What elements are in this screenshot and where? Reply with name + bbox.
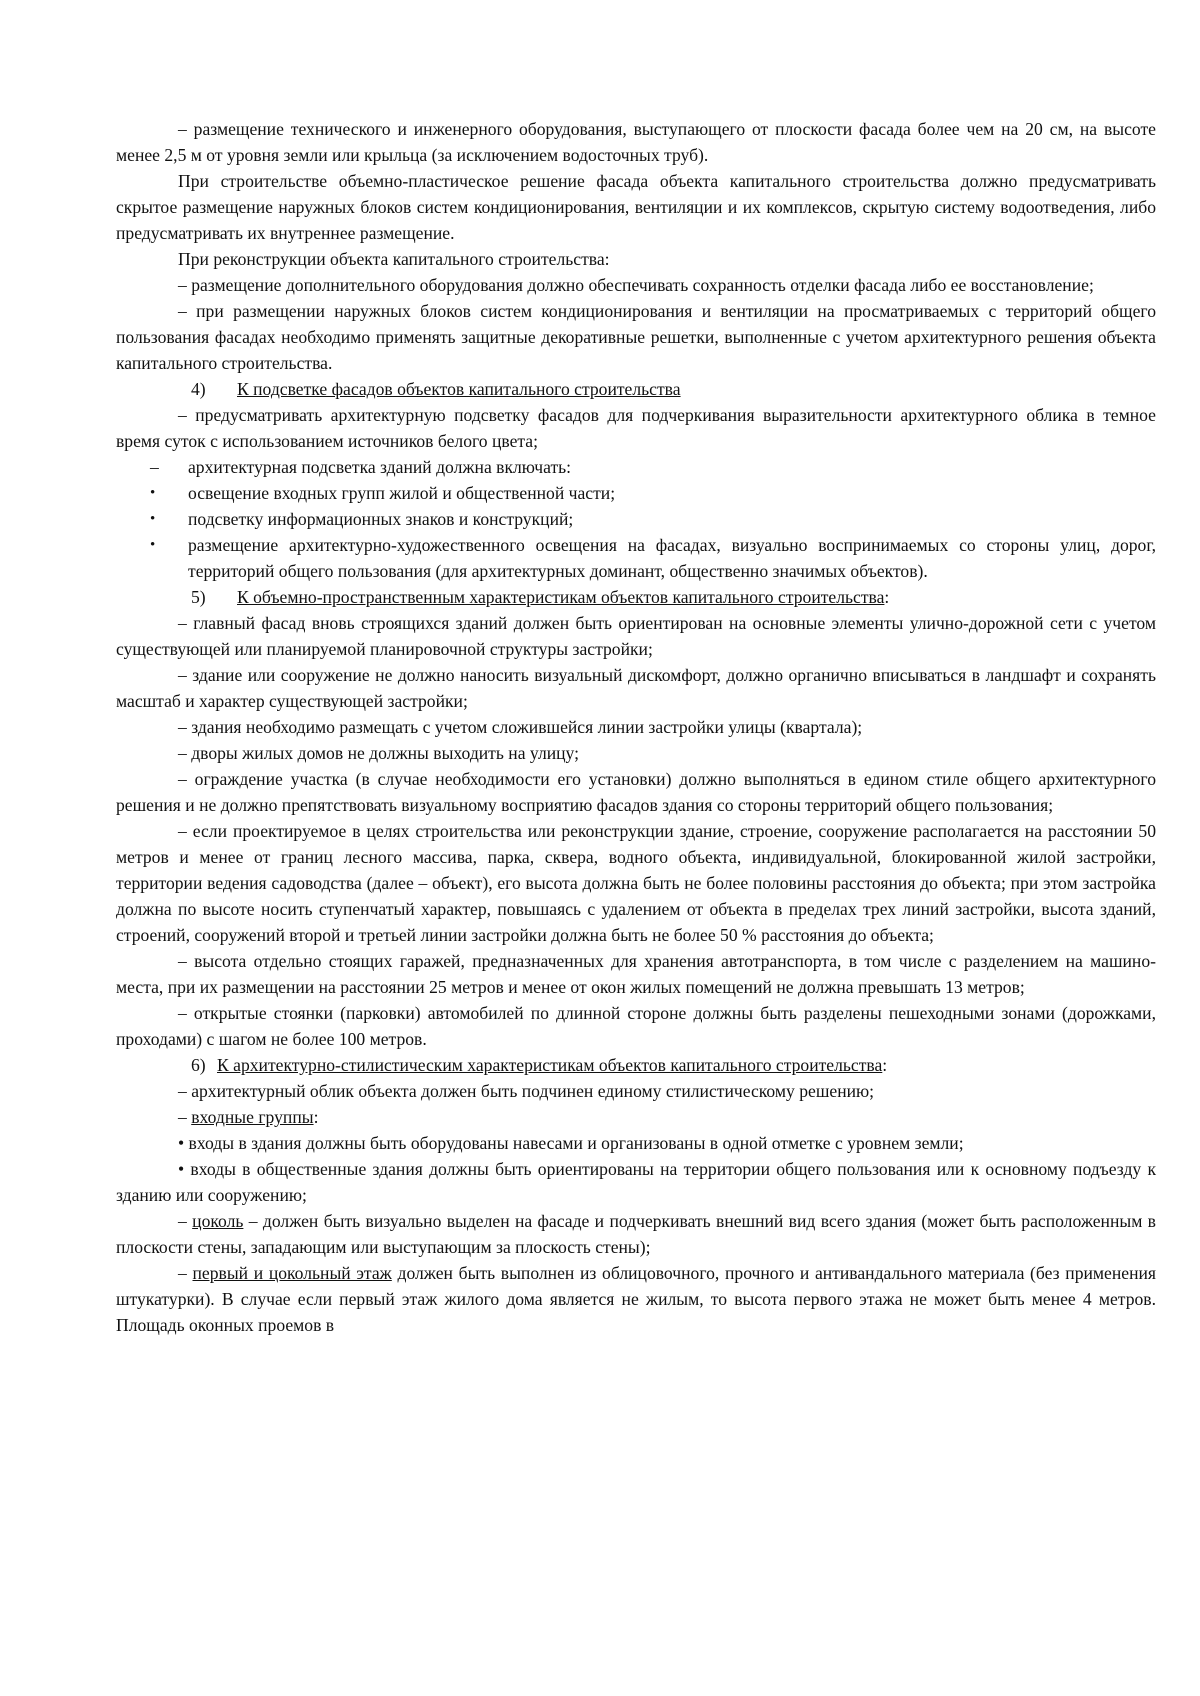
bullet-marker: • xyxy=(150,485,156,501)
paragraph-plinth xyxy=(116,1208,1156,1260)
term-colon: : xyxy=(313,1107,319,1127)
bullet-list-item xyxy=(116,480,1156,506)
paragraph: При реконструкции объекта капитального строительства: xyxy=(178,249,610,269)
list-item-text: архитектурная подсветка зданий должна включать: xyxy=(188,457,572,477)
section-title: К архитектурно-стилистическим характеристикам объектов капитального строительства xyxy=(217,1055,883,1075)
paragraph: – если проектируемое в целях строительства или реконструкции здание, строение, сооружение располагается на расстоянии 50 метров и менее от границ лесного массива, парка, сквера, водного объекта, индивидуальной, блокированной жилой застройки, территории ведения садоводства (далее – объект), его высота должна быть не более половины расстояния до объекта; при этом застройка должна по высоте носить ступенчатый характер, повышаясь с удалением от объекта в пределах трех линий застройки, высота зданий, строений, сооружений второй и третьей линии застройки должна быть не более 50 % расстояния до объекта; xyxy=(116,821,1156,945)
section-colon: : xyxy=(882,1055,888,1075)
section-number: 5) xyxy=(191,587,206,607)
paragraph: – ограждение участка (в случае необходимости его установки) должно выполняться в едином стиле общего архитектурного решения и не должно препятствовать визуальному восприятию фасадов здания со стороны территорий общего пользования; xyxy=(116,769,1156,815)
list-item-text: подсветку информационных знаков и конструкций; xyxy=(188,509,574,529)
section-heading-6 xyxy=(116,1052,1156,1078)
paragraph-first-floor xyxy=(116,1260,1156,1338)
list-item-text: размещение архитектурно-художественного освещения на фасадах, визуально воспринимаемых со стороны улиц, дорог, территорий общего пользования (для архитектурных доминант, общественно значимых объектов). xyxy=(188,535,1156,581)
dash-marker: – xyxy=(178,1263,187,1283)
bullet-marker: • xyxy=(150,511,156,527)
paragraph: – дворы жилых домов не должны выходить на улицу; xyxy=(178,743,580,763)
paragraph: – открытые стоянки (парковки) автомобилей по длинной стороне должны быть разделены пешеходными зонами (дорожками, проходами) с шагом не более 100 метров. xyxy=(116,1003,1156,1049)
section-title: К объемно-пространственным характеристикам объектов капитального строительства xyxy=(237,587,885,607)
section-heading-5 xyxy=(116,584,1156,610)
paragraph: – размещение технического и инженерного оборудования, выступающего от плоскости фасада более чем на 20 см, на высоте менее 2,5 м от уровня земли или крыльца (за исключением водосточных труб). xyxy=(116,119,1156,165)
dash-list-item xyxy=(116,454,1156,480)
underlined-term: цоколь xyxy=(192,1211,244,1231)
bullet-list-item xyxy=(116,532,1156,584)
underlined-term: первый и цокольный этаж xyxy=(192,1263,392,1283)
paragraph-text: – должен быть визуально выделен на фасаде и подчеркивать внешний вид всего здания (может быть расположенным в плоскости стены, западающим или выступающим за плоскость стены); xyxy=(116,1211,1156,1257)
underlined-term: входные группы xyxy=(191,1107,314,1127)
section-colon: : xyxy=(884,587,890,607)
section-title: К подсветке фасадов объектов капитального строительства xyxy=(237,379,681,399)
paragraph-entrance-groups xyxy=(116,1104,1156,1130)
dash-marker: – xyxy=(178,1211,187,1231)
paragraph: – здание или сооружение не должно наносить визуальный дискомфорт, должно органично вписываться в ландшафт и сохранять масштаб и характер существующей застройки; xyxy=(116,665,1156,711)
paragraph: – размещение дополнительного оборудования должно обеспечивать сохранность отделки фасада либо ее восстановление; xyxy=(178,275,1094,295)
paragraph: При строительстве объемно-пластическое решение фасада объекта капитального строительства должно предусматривать скрытое размещение наружных блоков систем кондиционирования, вентиляции и их комплексов, скрытую систему водоотведения, либо предусматривать их внутреннее размещение. xyxy=(116,171,1156,243)
paragraph: • входы в общественные здания должны быть ориентированы на территории общего пользования или к основному подъезду к зданию или сооружению; xyxy=(116,1159,1156,1205)
section-number: 4) xyxy=(191,379,206,399)
paragraph: – при размещении наружных блоков систем кондиционирования и вентиляции на просматриваемых с территорий общего пользования фасадах необходимо применять защитные декоративные решетки, выполненные с учетом архитектурного решения объекта капитального строительства. xyxy=(116,301,1156,373)
paragraph: – здания необходимо размещать с учетом сложившейся линии застройки улицы (квартала); xyxy=(178,717,863,737)
bullet-marker: • xyxy=(150,537,156,553)
paragraph: – архитектурный облик объекта должен быть подчинен единому стилистическому решению; xyxy=(178,1081,875,1101)
dash-marker: – xyxy=(178,1107,187,1127)
paragraph: – главный фасад вновь строящихся зданий должен быть ориентирован на основные элементы улично-дорожной сети с учетом существующей или планируемой планировочной структуры застройки; xyxy=(116,613,1156,659)
list-item-text: освещение входных групп жилой и общественной части; xyxy=(188,483,616,503)
paragraph: – предусматривать архитектурную подсветку фасадов для подчеркивания выразительности архитектурного облика в темное время суток с использованием источников белого цвета; xyxy=(116,405,1156,451)
document-page xyxy=(116,116,1156,1338)
section-number: 6) xyxy=(191,1055,206,1075)
paragraph: • входы в здания должны быть оборудованы навесами и организованы в одной отметке с уровнем земли; xyxy=(178,1133,964,1153)
paragraph-text: должен быть выполнен из облицовочного, прочного и антивандального материала (без применения штукатурки). В случае если первый этаж жилого дома является не жилым, то высота первого этажа не может быть менее 4 метров. Площадь оконных проемов в xyxy=(116,1263,1157,1335)
paragraph: – высота отдельно стоящих гаражей, предназначенных для хранения автотранспорта, в том числе с разделением на машино-места, при их размещении на расстоянии 25 метров и менее от окон жилых помещений не должна превышать 13 метров; xyxy=(116,951,1156,997)
dash-marker: – xyxy=(150,457,159,477)
bullet-list-item xyxy=(116,506,1156,532)
section-heading-4 xyxy=(116,376,1156,402)
